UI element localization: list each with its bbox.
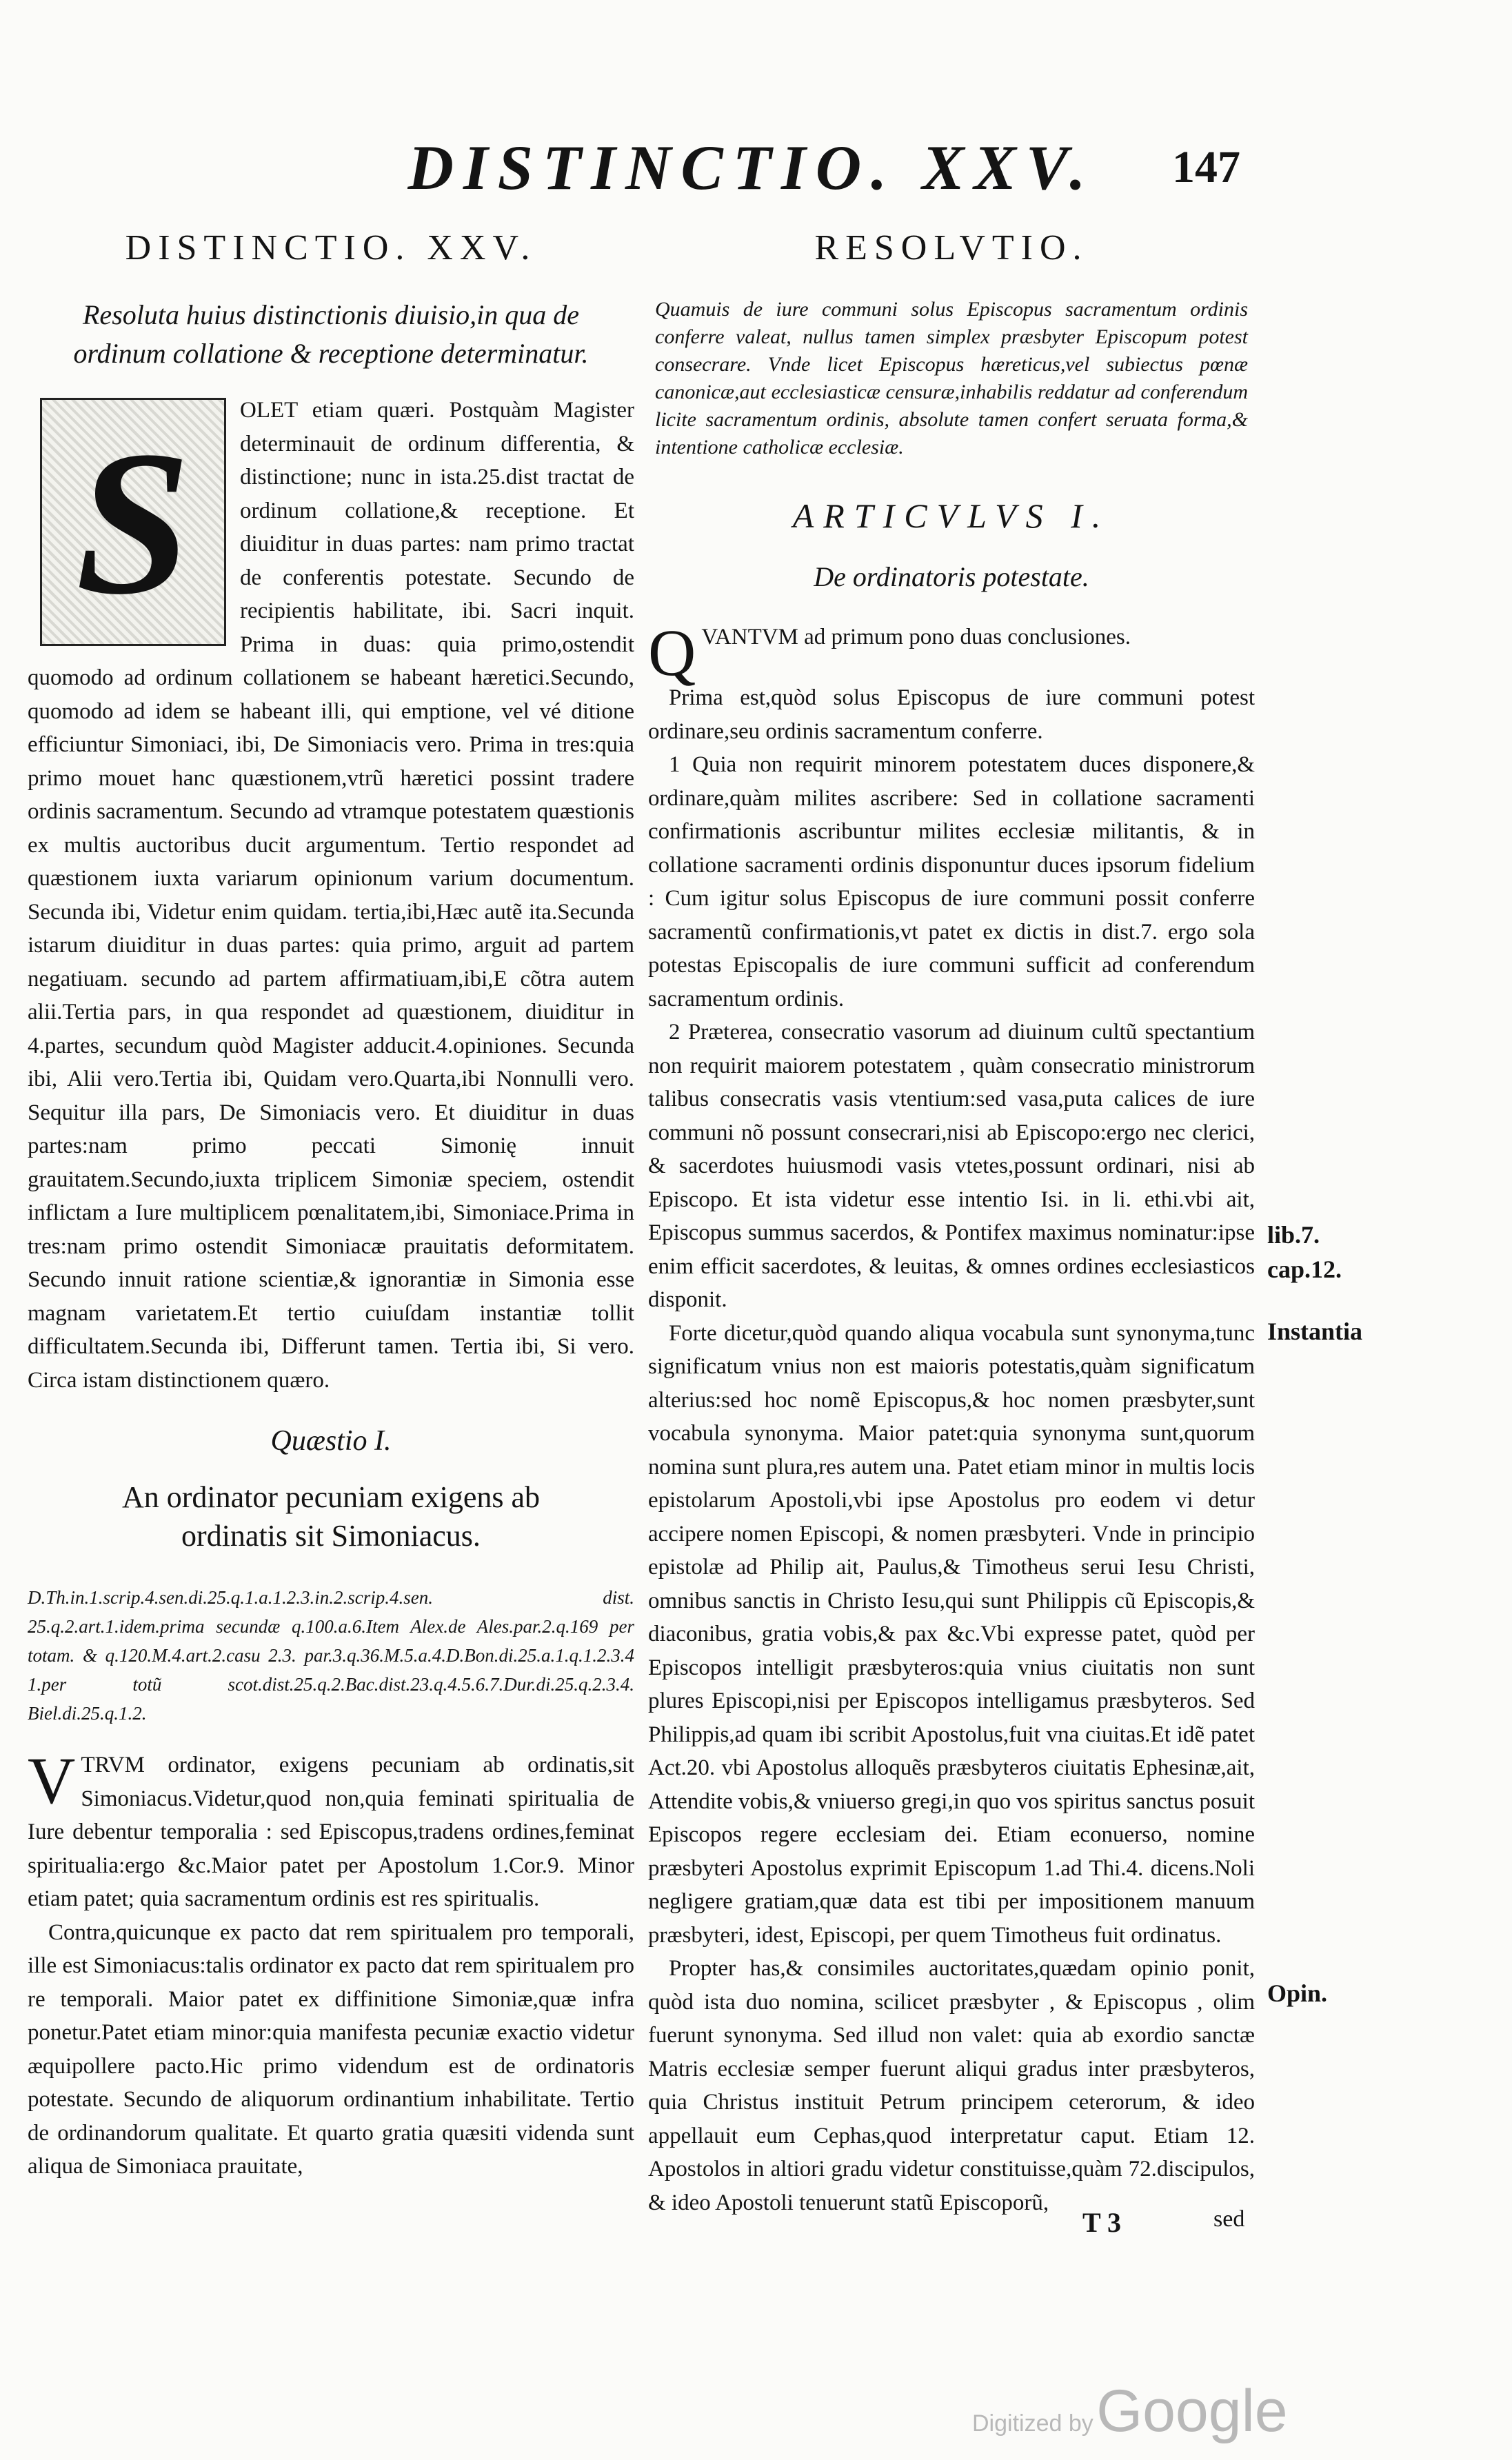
decorated-initial-icon	[40, 398, 226, 646]
signature-mark: T 3	[1082, 2207, 1121, 2238]
digitized-watermark	[972, 2377, 1288, 2446]
objection-paragraph: Forte dicetur,quòd quando aliqua vocabula sunt synonyma,tunc significatum vnius non est maioris potestatis,quàm significatum alterius:sed hoc nomẽ Episcopus,& hoc nomen præsbyter,sunt vocabula synonyma. Maior patet:quia synonyma sunt,quorum nomina sunt plura,res autem una. Patet etiam minor in multis locis epistolarum Apostoli,vbi ipse Apostolus pro eodem vi detur accipere nomen Episcopi, & nomen præsbyteri. Vnde in principio epistolæ ad Philip ait, Paulus,& Timotheus serui Iesu Christi, omnibus sanctis in Christo Iesu,qui sunt Philippis cũ Episcopis,& diaconibus, gratia vobis,& pax &c.Vbi expresse patet, quòd per Episcopos intelligit præsbyteros:quia vnius ciuitatis non sunt plures Episcopi,nisi per Episcopos intelligamus præsbyteros. Sed Philippis,ad quam ibi scribit Apostolus,fuit vna ciuitas.Et idẽ patet Act.20. vbi Apostolus alloquẽs præsbyteros ciuitatis Ephesinæ,ait, Attendite vobis,& vniuerso gregi,in quo vos spiritus sanctus posuit Episcopos regere ecclesiam dei. Etiam econuerso, nomine præsbyteri Apostolus exprimit Episcopum 1.ad Thi.4. dicens.Noli negligere gratiam,quæ data est tibi per impositionem manuum præsbyteri, idest, Episcopi, per quem Timotheus fuit ordinatus.	[648, 1320, 1255, 1948]
decorated-initial-letter: S	[75, 408, 191, 637]
margin-note-cap: cap.12.	[1267, 1256, 1342, 1283]
intro-paragraph	[28, 394, 634, 1397]
margin-note-lib: lib.7.	[1267, 1221, 1320, 1249]
left-column-title: DISTINCTIO. XXV.	[125, 228, 537, 268]
left-column	[28, 228, 634, 2184]
article-heading: ARTICVLVS I.	[792, 496, 1111, 535]
opinion-paragraph: Propter has,& consimiles auctoritates,quædam opinio ponit, quòd ista duo nomina, scilicet præsbyter , & Episcopus , olim fuerunt synonyma. Sed illud non valet: quia ab exordio sanctæ Matris ecclesiæ semper fuerunt aliqui gradus inter præsbyteros, quia Christus instituit Petrum principem ceterorum, & ideo appellauit eum Cephas,quod interpretatur caput. Etiam 12. Apostolos in altiori gradu videtur constituisse,quàm 72.discipulos, & ideo Apostoli tenuerunt statũ Episcoporũ,	[648, 1956, 1255, 2215]
conclusions-intro	[648, 616, 1255, 689]
paragraph-utrum	[28, 1744, 634, 1916]
references: D.Th.in.1.scrip.4.sen.di.25.q.1.a.1.2.3.in.2.scrip.4.sen. dist. 25.q.2.art.1.idem.prima secundæ q.100.a.6.Item Alex.de Ales.par.2.q.169 per totam. & q.120.M.4.art.2.casu 2.3. par.3.q.36.M.5.a.4.D.Bon.di.25.a.1.q.1.2.3.4 1.per totũ scot.dist.25.q.2.Bac.dist.23.q.4.5.6.7.Dur.di.25.q.2.3.4. Biel.di.25.q.1.2.	[28, 1587, 634, 1724]
resolutio-text: Quamuis de iure communi solus Episcopus sacramentum ordinis conferre valeat, nullus tamen simplex præsbyter Episcopum potest consecrare. Vnde licet Episcopus hæreticus,vel subiectus pœnæ canonicæ,aut ecclesiasticæ censuræ,inhabilis reddatur ad conferendum licite sacramentum ordinis, absolute tamen confert seruata forma,& intentione catholicæ ecclesiæ.	[655, 298, 1248, 458]
intro-text: OLET etiam quæri. Postquàm Magister determinauit de ordinum differentia, & distinctione; nunc in ista.25.dist tractat de ordinum collatione,& receptione. Et diuiditur in duas partes: nam primo tractat de conferentis potestate. Secundo de recipientis habilitate, ibi. Sacri inquit. Prima in duas: quia primo,ostendit quomodo ad ordinum collationem se habeant hæretici.Secundo, quomodo ad idem se habeant illi, qui emptione, vel vé ditione efficiuntur Simoniaci, ibi, De Simoniacis vero. Prima in tres:quia primo mouet hanc quæstionem,vtrũ hæretici possint tradere ordinis sacramentum. Secundo ad vtramque potestatem quæstionis ex multis auctoribus ducit argumentum. Tertio respondet ad quæstionem iuxta variarum opinionum varium documentum. Secunda ibi, Videtur enim quidam. tertia,ibi,Hæc autẽ ita.Secunda istarum diuiditur in duas partes: quia primo, arguit ad partem negatiuam. secundo ad partem affirmatiuam,ibi,E cõtra autem alii.Tertia pars, in qua respondet ad quæstionem, diuiditur in 4.partes, secundum quòd Magister adducit.4.opiniones. Secunda ibi, Alii vero.Tertia ibi, Quidam vero.Quarta,ibi Nonnulli vero. Sequitur illa pars, De Simoniacis vero. Et diuiditur in duas partes:nam primo peccati Simonię innuit grauitatem.Secundo,iuxta triplicem Simoniæ speciem, ostendit inflictam a Iure multiplicem pœnalitatem,ibi, Simoniace.Prima in tres:nam primo ostendit Simoniacæ prauitatis deformitatem. Secundo innuit ratione scientiæ,& ignorantiæ in Simonia esse magnam varietatem.Et tertio cuiuſdam instantiæ tollit difficultatem.Secunda ibi, Differunt tamen. Tertia ibi, Si vero. Circa istam distinctionem quæro.	[28, 398, 634, 1393]
question-title: An ordinator pecuniam exigens ab ordinatis sit Simoniacus.	[121, 1480, 541, 1553]
catchword: sed	[1213, 2206, 1245, 2232]
distinction-summary: Resoluta huius distinctionis diuisio,in qua de ordinum collatione & receptione determinatur.	[73, 299, 589, 369]
argument-paragraphs	[28, 1744, 634, 2184]
right-column-title: RESOLVTIO.	[814, 228, 1089, 268]
article-body	[648, 616, 1255, 2219]
initial-q: Q	[648, 616, 696, 689]
question-heading: Quæstio I.	[270, 1425, 392, 1457]
paragraph-utrum-text: TRVM ordinator, exigens pecuniam ab ordinatis,sit Simoniacus.Videtur,quod non,quia feminati spiritualia de Iure debentur temporalia : sed Episcopus,tradens ordines,feminat spiritualia:ergo &c.Maior patet per Apostolum 1.Cor.9. Minor etiam patet; quia sacramentum ordinis est res spiritualis.	[28, 1753, 634, 1911]
right-column	[648, 228, 1255, 2219]
conclusions-intro-text: VANTVM ad primum pono duas conclusiones.	[701, 625, 1131, 649]
paragraph-contra: Contra,quicunque ex pacto dat rem spiritualem pro temporali, ille est Simoniacus:talis ordinator ex pacto dat rem spiritualem pro re temporali. Maior patet ex diffinitione Simoniæ,quæ infra ponetur.Patet etiam minor:quia manifesta pecuniæ exactio videtur æquipollere pacto.Hic primo videndum est de ordinatoris potestate. Secundo de aliquorum ordinantium inhabilitate. Tertio de ordinandorum qualitate. Et quarto gratia quæsiti videnda sunt aliqua de Simoniaca prauitate,	[28, 1919, 634, 2179]
initial-v: V	[28, 1744, 76, 1817]
watermark-brand: Google	[1096, 2378, 1288, 2444]
margin-note-opinio: Opin.	[1267, 1979, 1328, 2007]
watermark-prefix: Digitized by	[972, 2410, 1093, 2437]
argument-one: 1 Quia non requirit minorem potestatem duces disponere,& ordinare,quàm milites ascribere: Sed in collatione sacramenti confirmationis ascribuntur milites ecclesiæ militantis, & in collatione sacramenti ordinis disponuntur duces ipsorum fidelium : Cum igitur solus Episcopus de iure communi possit conferre sacramentũ confirmationis,vt patet ex dictis in dist.7. ergo sola potestas Episcopalis de iure communi sufficit ad conferendum sacramentum ordinis.	[648, 752, 1255, 1011]
running-head: DISTINCTIO. XXV.	[407, 132, 1096, 203]
first-conclusion: Prima est,quòd solus Episcopus de iure communi potest ordinare,seu ordinis sacramentum conferre.	[648, 685, 1255, 744]
margin-note-instantia: Instantia	[1267, 1318, 1363, 1345]
argument-two: 2 Præterea, consecratio vasorum ad diuinum cultũ spectantium non requirit maiorem potestatem , quàm consecratio ministrorum talibus consecratis vasis vtentium:sed vasa,puta calices de iure communi nõ possunt consecrari,nisi ab Episcopo:ergo nec clerici, & sacerdotes huiusmodi vasis vtetes,possunt ordinari, nisi ab Episcopo. Et ista videtur esse intentio Isi. in li. ethi.vbi ait, Episcopus summus sacerdos, & Pontifex maximus nominatur:ipse enim efficit sacerdotes, & leuitas, & omnes ordines ecclesiasticos disponit.	[648, 1020, 1255, 1312]
page-number: 147	[1172, 142, 1240, 192]
article-subtitle: De ordinatoris potestate.	[814, 561, 1089, 592]
